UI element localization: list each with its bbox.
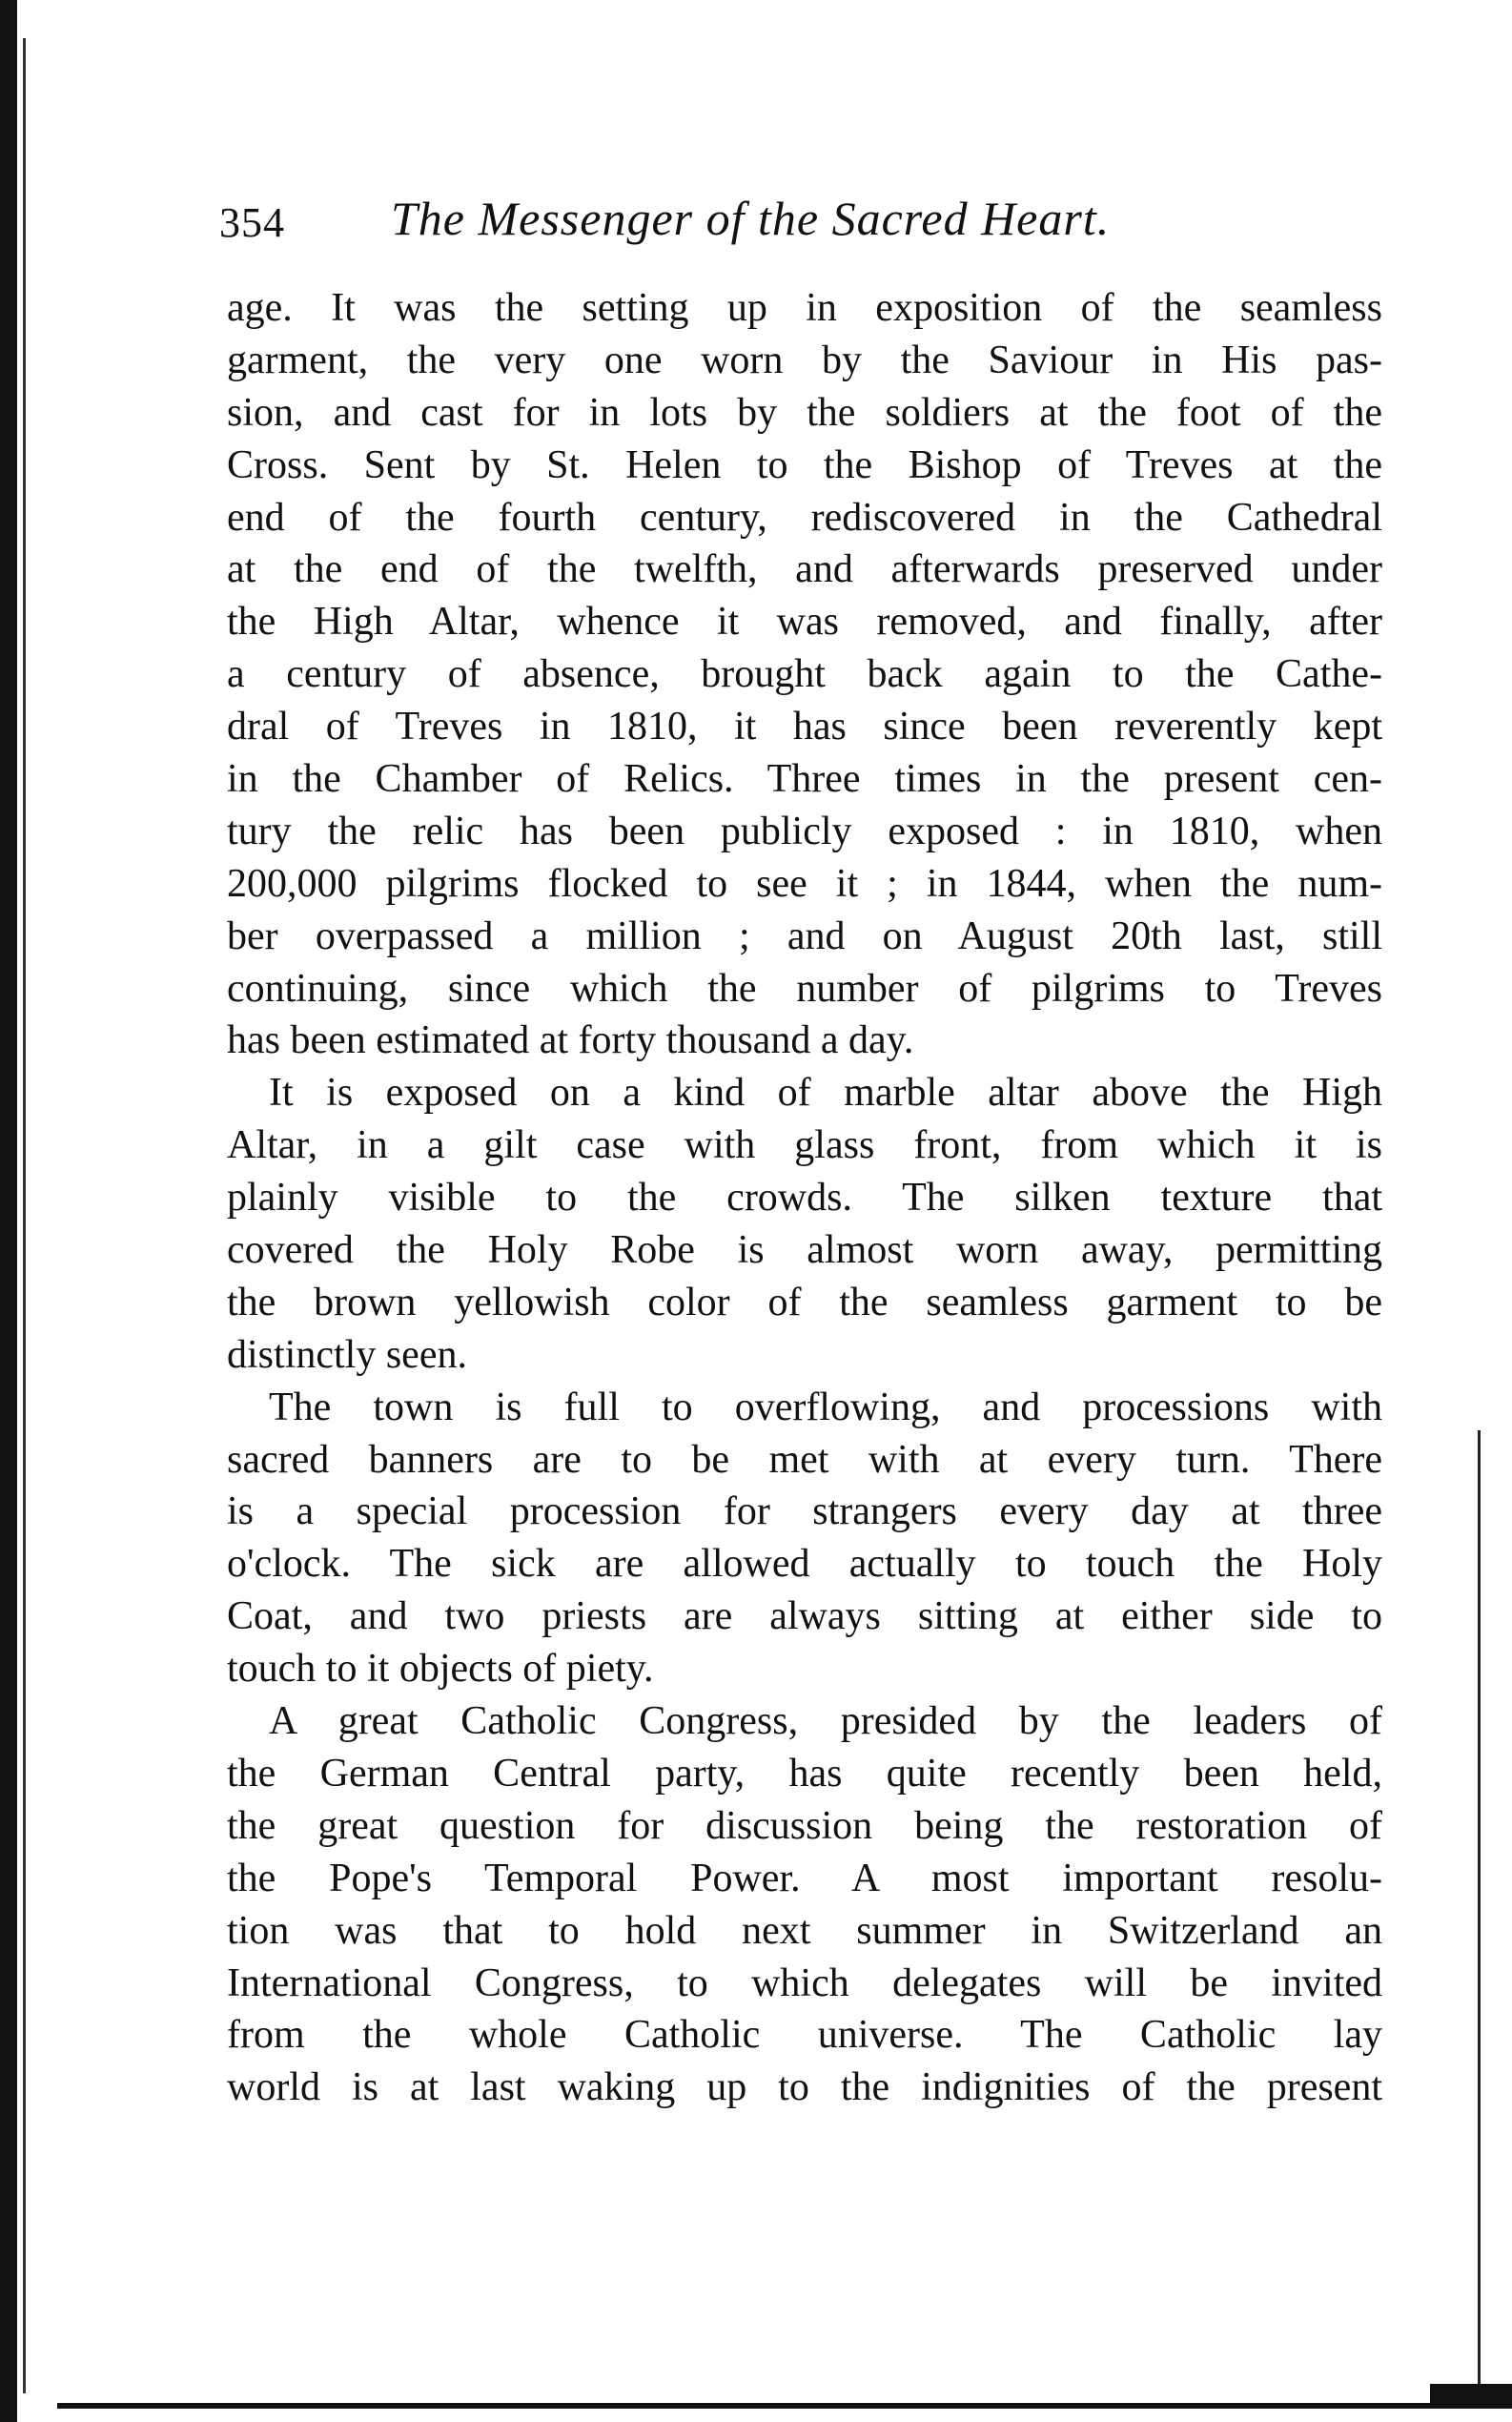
text-line: end of the fourth century, rediscovered in the Cathedral — [227, 495, 1382, 540]
text-line: covered the Holy Robe is almost worn away, permitting — [227, 1228, 1382, 1273]
corner-mark — [1430, 2384, 1512, 2407]
text-line: sacred banners are to be met with at every turn. There — [227, 1437, 1382, 1482]
text-line: dral of Treves in 1810, it has since been reverently kept — [227, 705, 1382, 749]
text-line: A great Catholic Congress, presided by the leaders of — [269, 1699, 1382, 1744]
text-line: a century of absence, brought back again to the Cathe- — [227, 652, 1382, 697]
text-line: Coat, and two priests are always sitting at either side to — [227, 1594, 1382, 1639]
text-line: continuing, since which the number of pilgrims to Treves — [227, 966, 1382, 1011]
text-line: age. It was the setting up in exposition of the seamless — [227, 286, 1382, 330]
text-line: the great question for discussion being the restoration of — [227, 1803, 1382, 1848]
text-line: 200,000 pilgrims flocked to see it ; in 1844, when the num- — [227, 861, 1382, 906]
text-line: The town is full to overflowing, and processions with — [269, 1385, 1382, 1429]
right-edge-rule — [1478, 1430, 1481, 2408]
bottom-edge-rule — [57, 2403, 1512, 2409]
binding-shadow — [23, 38, 26, 2393]
text-line: the High Altar, whence it was removed, and finally, after — [227, 600, 1382, 645]
page-number: 354 — [219, 199, 285, 246]
text-line: world is at last waking up to the indignities of the present — [227, 2065, 1382, 2110]
text-line: o'clock. The sick are allowed actually to touch the Holy — [227, 1542, 1382, 1587]
text-line: the Pope's Temporal Power. A most important resolu- — [227, 1856, 1382, 1900]
binding-edge — [0, 0, 17, 2422]
text-line: tury the relic has been publicly exposed : in 1810, when — [227, 809, 1382, 853]
text-line: It is exposed on a kind of marble altar above the High — [269, 1071, 1382, 1116]
text-line: plainly visible to the crowds. The silken texture that — [227, 1176, 1382, 1221]
text-line: sion, and cast for in lots by the soldiers at the foot of the — [227, 390, 1382, 435]
text-line: touch to it objects of piety. — [227, 1647, 654, 1692]
text-line: Altar, in a gilt case with glass front, from which it is — [227, 1123, 1382, 1168]
text-line: is a special procession for strangers every day at three — [227, 1489, 1382, 1534]
text-line: ber overpassed a million ; and on August 20th last, still — [227, 913, 1382, 958]
text-line: the brown yellowish color of the seamless garment to be — [227, 1280, 1382, 1324]
text-line: garment, the very one worn by the Saviour in His pas- — [227, 338, 1382, 382]
body-text — [227, 282, 1382, 2114]
text-line: the German Central party, has quite recently been held, — [227, 1751, 1382, 1796]
text-line: distinctly seen. — [227, 1332, 467, 1377]
text-line: tion was that to hold next summer in Switzerland an — [227, 1908, 1382, 1953]
text-line: in the Chamber of Relics. Three times in the present cen- — [227, 757, 1382, 802]
text-line: International Congress, to which delegates will be invited — [227, 1960, 1382, 2005]
text-line: at the end of the twelfth, and afterwards preserved under — [227, 547, 1382, 592]
text-line: Cross. Sent by St. Helen to the Bishop of Treves at the — [227, 442, 1382, 487]
text-line: from the whole Catholic universe. The Catholic lay — [227, 2013, 1382, 2058]
text-line: has been estimated at forty thousand a day. — [227, 1018, 914, 1063]
page-header — [219, 191, 1363, 257]
running-title: The Messenger of the Sacred Heart. — [391, 192, 1111, 245]
